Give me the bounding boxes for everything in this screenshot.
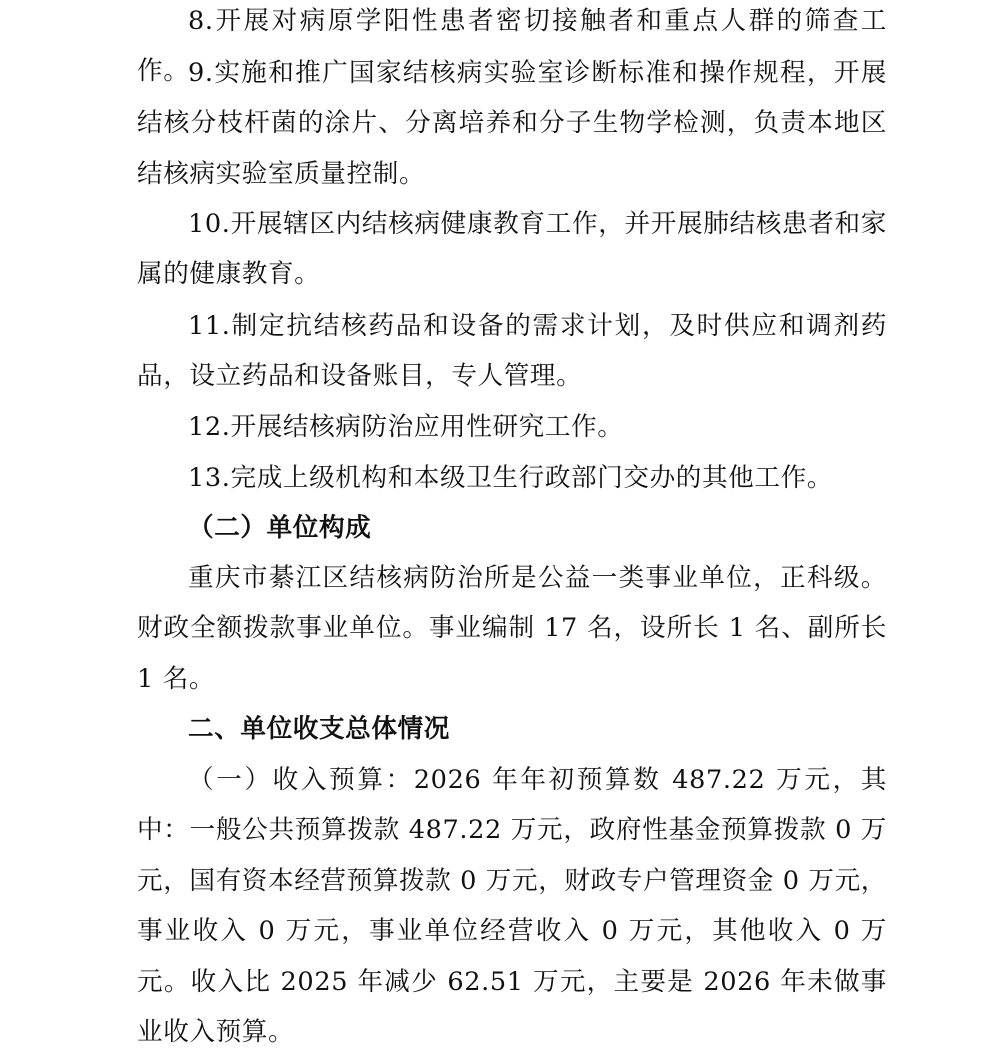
unit-composition-paragraph: 重庆市綦江区结核病防治所是公益一类事业单位，正科级。财政全额拨款事业单位。事业编制 17 名，设所长 1 名、副所长 1 名。: [137, 563, 887, 694]
item-12-paragraph: 12.开展结核病防治应用性研究工作。: [188, 412, 624, 442]
income-budget-label: （一）收入预算: [188, 765, 386, 795]
item-9-paragraph: 9.实施和推广国家结核病实验室诊断标准和操作规程，开展结核分枝杆菌的涂片、分离培养和分子生物学检测，负责本地区结核病实验室质量控制。: [137, 58, 887, 189]
unit-composition-heading: （二）单位构成: [188, 513, 372, 543]
item-8-paragraph: 8.开展对病原学阳性患者密切接触者和重点人群的筛查工作。: [137, 6, 887, 87]
section-two-heading: 二、单位收支总体情况: [188, 714, 450, 744]
item-10-paragraph: 10.开展辖区内结核病健康教育工作，并开展肺结核患者和家属的健康教育。: [137, 209, 887, 290]
item-11-paragraph: 11.制定抗结核药品和设备的需求计划，及时供应和调剂药品，设立药品和设备账目，专人管理。: [137, 311, 887, 392]
income-budget-paragraph: [137, 755, 887, 1057]
item-13-paragraph: 13.完成上级机构和本级卫生行政部门交办的其他工作。: [188, 463, 833, 493]
income-budget-body: ：2026 年年初预算数 487.22 万元，其中：一般公共预算拨款 487.22 万元，政府性基金预算拨款 0 万元，国有资本经营预算拨款 0 万元，财政专户管理资金 0 万元，事业收入 0 万元，事业单位经营收入 0 万元，其他收入 0 万元。收入比 2025 年减少 62.51 万元，主要是 2026 年未做事业收入预算。: [137, 765, 887, 1048]
